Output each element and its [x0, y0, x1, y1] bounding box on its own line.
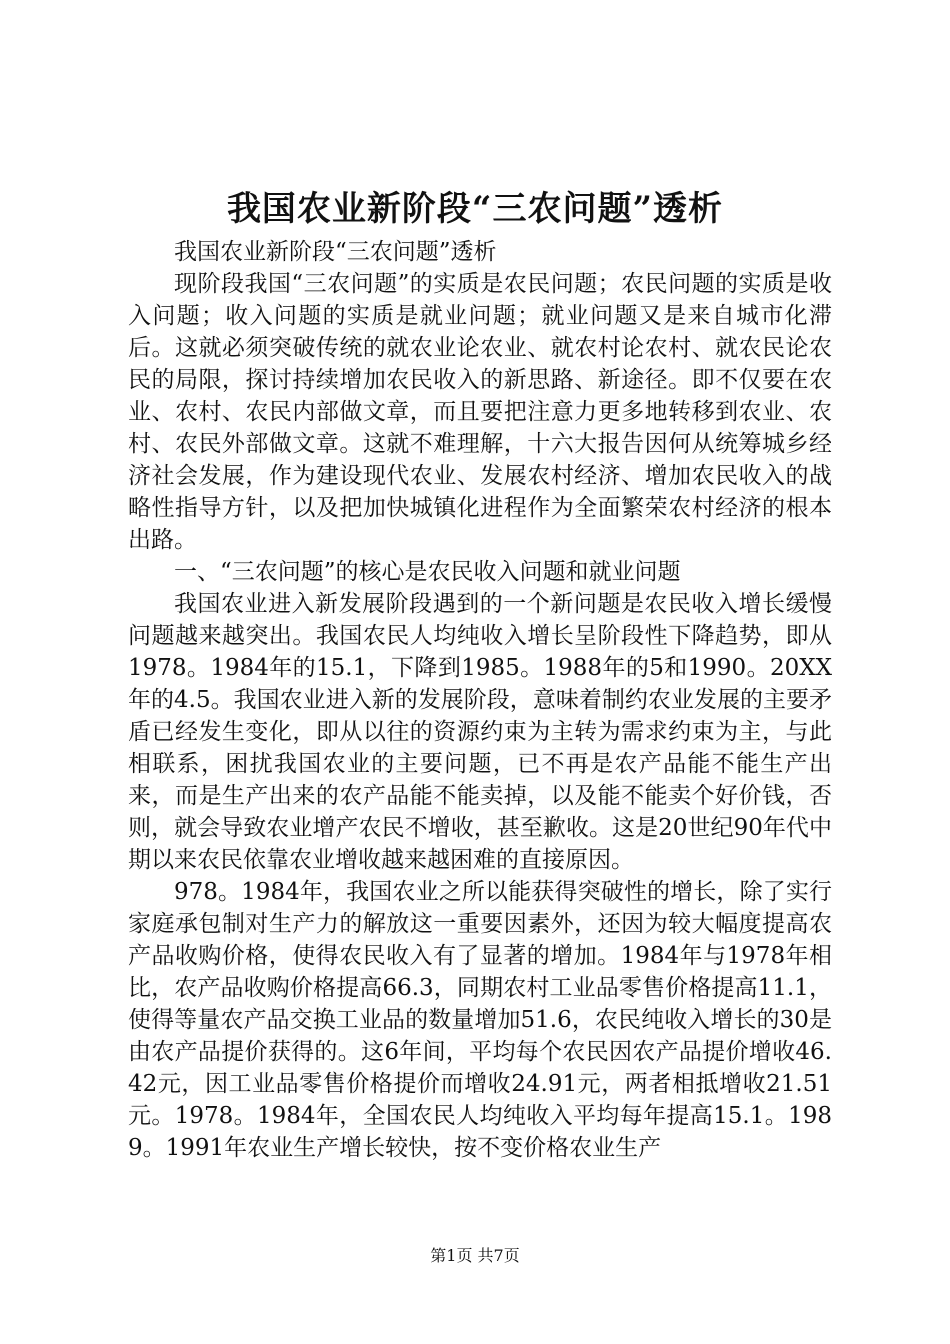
- paragraph-income-growth: 我国农业进入新发展阶段遇到的一个新问题是农民收入增长缓慢问题越来越突出。我国农民人均纯收入增长呈阶段性下降趋势，即从1978。1984年的15.1，下降到1985。1988年的5和1990。20XX年的4.5。我国农业进入新的发展阶段，意味着制约农业发展的主要矛盾已经发生变化，即从以往的资源约束为主转为需求约束为主，与此相联系，困扰我国农业的主要问题，已不再是农产品能不能生产出来，而是生产出来的农产品能不能卖掉，以及能不能卖个好价钱，否则，就会导致农业增产农民不增收，甚至歉收。这是20世纪90年代中期以来农民依靠农业增收越来越困难的直接原因。: [128, 591, 832, 873]
- paragraph-subtitle: 我国农业新阶段“三农问题”透析: [174, 239, 497, 265]
- page-footer: 第1页 共7页: [430, 1246, 520, 1265]
- paragraph-price-history: 978。1984年，我国农业之所以能获得突破性的增长，除了实行家庭承包制对生产力的解放这一重要因素外，还因为较大幅度提高农产品收购价格，使得农民收入有了显著的增加。1984年与1978年相比，农产品收购价格提高66.3，同期农村工业品零售价格提高11.1，使得等量农产品交换工业品的数量增加51.6，农民纯收入增长的30是由农产品提价获得的。这6年间，平均每个农民因农产品提价增收46.42元，因工业品零售价格提价而增收24.91元，两者相抵增收21.51元。1978。1984年，全国农民人均纯收入平均每年提高15.1。1989。1991年农业生产增长较快，按不变价格农业生产: [128, 879, 832, 1161]
- document-title: 我国农业新阶段“三农问题”透析: [226, 189, 724, 229]
- document-body: [128, 236, 832, 1164]
- paragraph-intro: 现阶段我国“三农问题”的实质是农民问题；农民问题的实质是收入问题；收入问题的实质是就业问题；就业问题又是来自城市化滞后。这就必须突破传统的就农业论农业、就农村论农村、就农民论农民的局限，探讨持续增加农民收入的新思路、新途径。即不仅要在农业、农村、农民内部做文章，而且要把注意力更多地转移到农业、农村、农民外部做文章。这就不难理解，十六大报告因何从统筹城乡经济社会发展，作为建设现代农业、发展农村经济、增加农民收入的战略性指导方针，以及把加快城镇化进程作为全面繁荣农村经济的根本出路。: [128, 271, 832, 553]
- section-heading: 一、“三农问题”的核心是农民收入问题和就业问题: [174, 559, 681, 585]
